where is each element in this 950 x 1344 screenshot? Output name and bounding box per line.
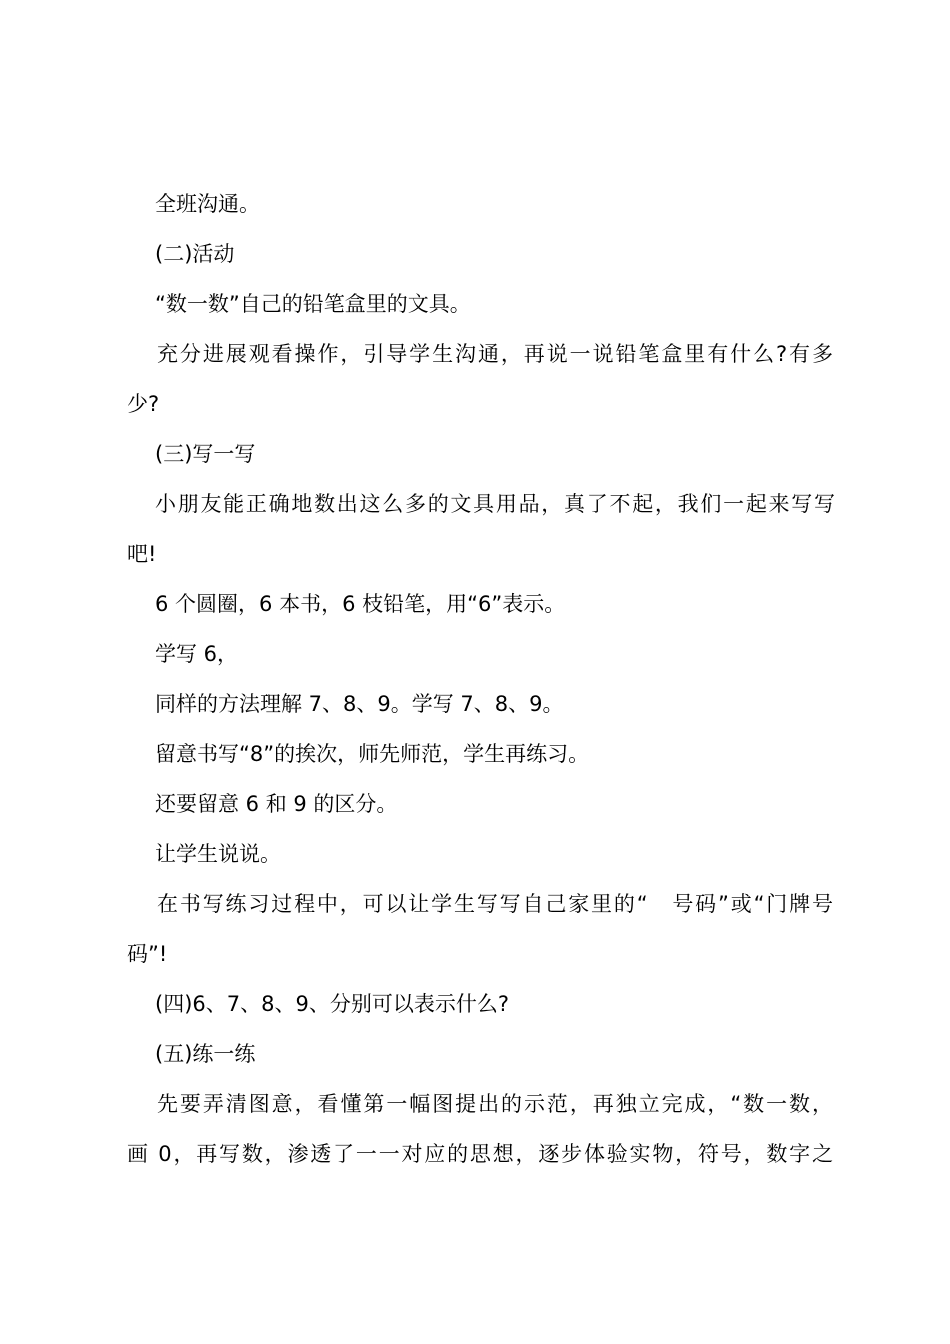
paragraph-line: 全班沟通。 [155, 192, 260, 216]
paragraph-line: 还要留意 6 和 9 的区分。 [155, 792, 398, 816]
paragraph-line: “数一数”自己的铅笔盒里的文具。 [155, 292, 471, 316]
paragraph-line: 画 0，再写数，渗透了一一对应的思想，逐步体验实物，符号，数字之 [127, 1142, 833, 1166]
paragraph-line: 学写 6， [155, 642, 239, 666]
paragraph-line: 少? [127, 392, 160, 416]
paragraph-line: 吧! [127, 542, 157, 566]
section-heading: (四)6、7、8、9、分别可以表示什么? [155, 992, 509, 1016]
paragraph-line: 在书写练习过程中，可以让学生写写自己家里的“ 号码”或“门牌号 [157, 892, 833, 916]
paragraph-line: 留意书写“8”的挨次，师先师范，学生再练习。 [155, 742, 590, 766]
paragraph-line: 码”! [127, 942, 168, 966]
paragraph-line: 先要弄清图意，看懂第一幅图提出的示范，再独立完成，“数一数， [157, 1092, 833, 1116]
paragraph-line: 小朋友能正确地数出这么多的文具用品，真了不起，我们一起来写写 [155, 492, 835, 516]
paragraph-line: 6 个圆圈，6 本书，6 枝铅笔，用“6”表示。 [155, 592, 566, 616]
paragraph-line: 充分进展观看操作，引导学生沟通，再说一说铅笔盒里有什么?有多 [157, 342, 833, 366]
paragraph-line: 同样的方法理解 7、8、9。学写 7、8、9。 [155, 692, 564, 716]
paragraph-line: 让学生说说。 [155, 842, 281, 866]
section-heading: (五)练一练 [155, 1042, 256, 1066]
section-heading: (三)写一写 [155, 442, 256, 466]
section-heading: (二)活动 [155, 242, 235, 266]
